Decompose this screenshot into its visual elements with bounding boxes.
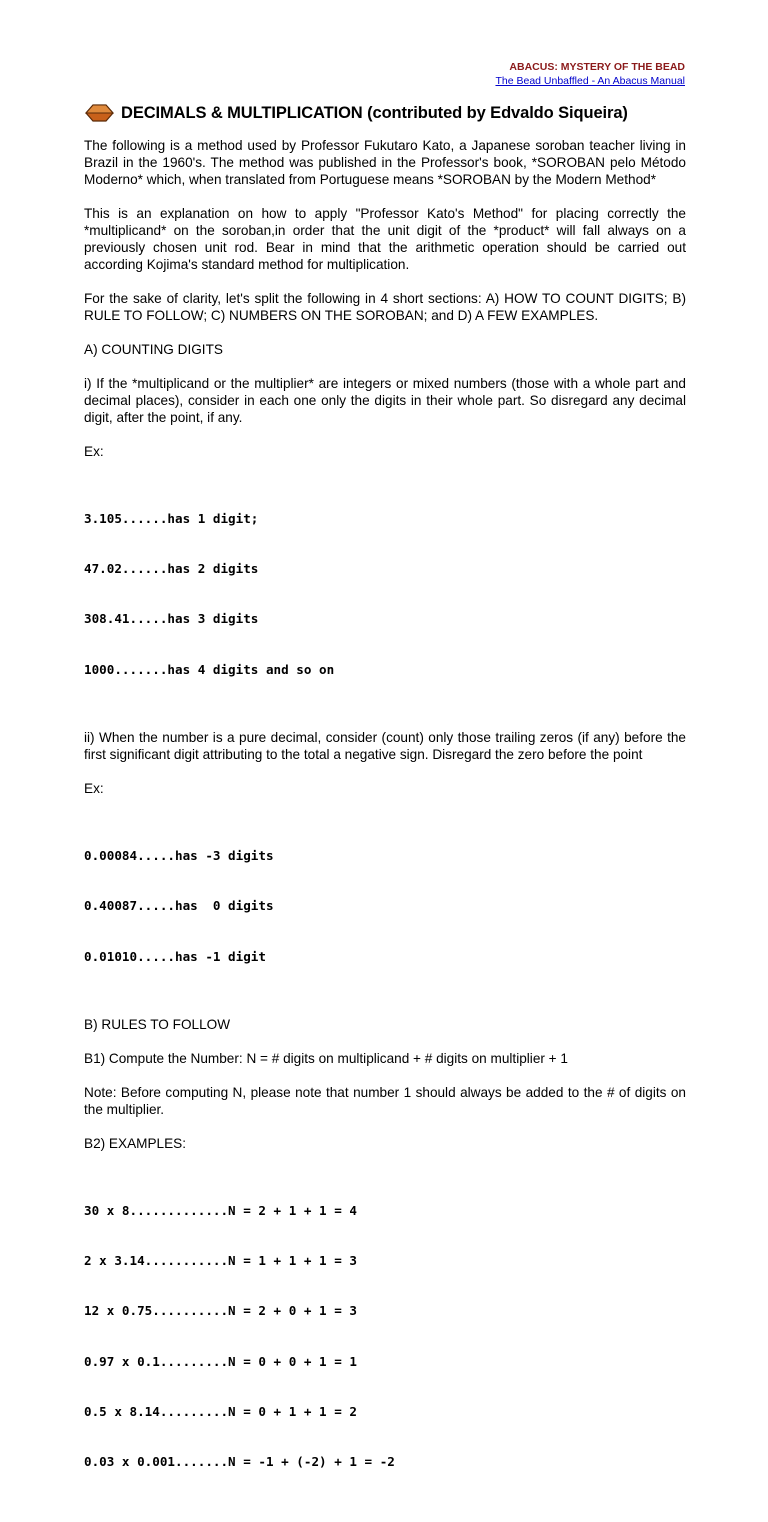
explanation-paragraph: This is an explanation on how to apply "Professor Kato's Method" for placing correctly the *multiplicand* on the soroban,in order that the unit digit of the *product* will fall always on a previously chosen unit rod. Bear in mind that the arithmetic operation should be carried out according Kojima's standard method for multiplication. — [84, 206, 686, 272]
example-line: 1000.......has 4 digits and so on — [84, 661, 335, 677]
decimal-examples — [84, 814, 686, 999]
document-header — [495, 60, 685, 88]
integer-examples — [84, 477, 686, 712]
rule-a-i: i) If the *multiplicand or the multiplier* are integers or mixed numbers (those with a whole part and decimal places), consider in each one only the digits in their whole part. So disregard any decimal digit, after the point, if any. — [84, 376, 686, 425]
examples-b2-heading: B2) EXAMPLES: — [84, 1135, 186, 1151]
example-line: 0.5 x 8.14.........N = 0 + 1 + 1 = 2 — [84, 1404, 357, 1420]
rule-b1: B1) Compute the Number: N = # digits on multiplicand + # digits on multiplier + 1 — [84, 1050, 568, 1066]
example-line: 3.105......has 1 digit; — [84, 510, 259, 526]
example-label: Ex: — [84, 781, 104, 797]
example-line: 0.40087.....has 0 digits — [84, 898, 274, 914]
example-line: 12 x 0.75..........N = 2 + 0 + 1 = 3 — [84, 1303, 357, 1319]
section-title-row — [84, 100, 686, 126]
example-line: 47.02......has 2 digits — [84, 560, 259, 576]
abacus-bead-icon — [84, 102, 115, 124]
article-body — [84, 137, 686, 1522]
note-paragraph: Note: Before computing N, please note that number 1 should always be added to the # of digits on the multiplier. — [84, 1084, 686, 1117]
example-line: 0.01010.....has -1 digit — [84, 948, 266, 964]
example-label: Ex: — [84, 444, 104, 459]
rule-a-ii: ii) When the number is a pure decimal, consider (count) only those trailing zeros (if any) before the first significant digit attributing to the total a negative sign. Disregard the zero before the point — [84, 730, 686, 763]
book-title: ABACUS: MYSTERY OF THE BEAD — [509, 61, 685, 73]
example-line: 0.03 x 0.001.......N = -1 + (-2) + 1 = -2 — [84, 1454, 395, 1470]
intro-paragraph: The following is a method used by Professor Fukutaro Kato, a Japanese soroban teacher living in Brazil in the 1960's. The method was published in the Professor's book, *SOROBAN pelo Método Moderno* which, when translated from Portuguese means *SOROBAN by the Modern Method* — [84, 138, 686, 187]
example-line: 30 x 8.............N = 2 + 1 + 1 = 4 — [84, 1202, 357, 1218]
section-a-heading: A) COUNTING DIGITS — [84, 342, 223, 357]
sections-paragraph: For the sake of clarity, let's split the following in 4 short sections: A) HOW TO COUNT DIGITS; B) RULE TO FOLLOW; C) NUMBERS ON THE SOROBAN; and D) A FEW EXAMPLES. — [84, 291, 686, 323]
section-b-heading: B) RULES TO FOLLOW — [84, 1016, 231, 1032]
page-title: DECIMALS & MULTIPLICATION (contributed by Edvaldo Siqueira) — [121, 103, 628, 122]
example-line: 0.97 x 0.1.........N = 0 + 0 + 1 = 1 — [84, 1353, 357, 1369]
example-line: 2 x 3.14...........N = 1 + 1 + 1 = 3 — [84, 1252, 357, 1268]
manual-link[interactable]: The Bead Unbaffled - An Abacus Manual — [495, 75, 685, 87]
example-line: 0.00084.....has -3 digits — [84, 847, 274, 863]
n-examples — [84, 1169, 686, 1505]
example-line: 308.41.....has 3 digits — [84, 611, 259, 627]
